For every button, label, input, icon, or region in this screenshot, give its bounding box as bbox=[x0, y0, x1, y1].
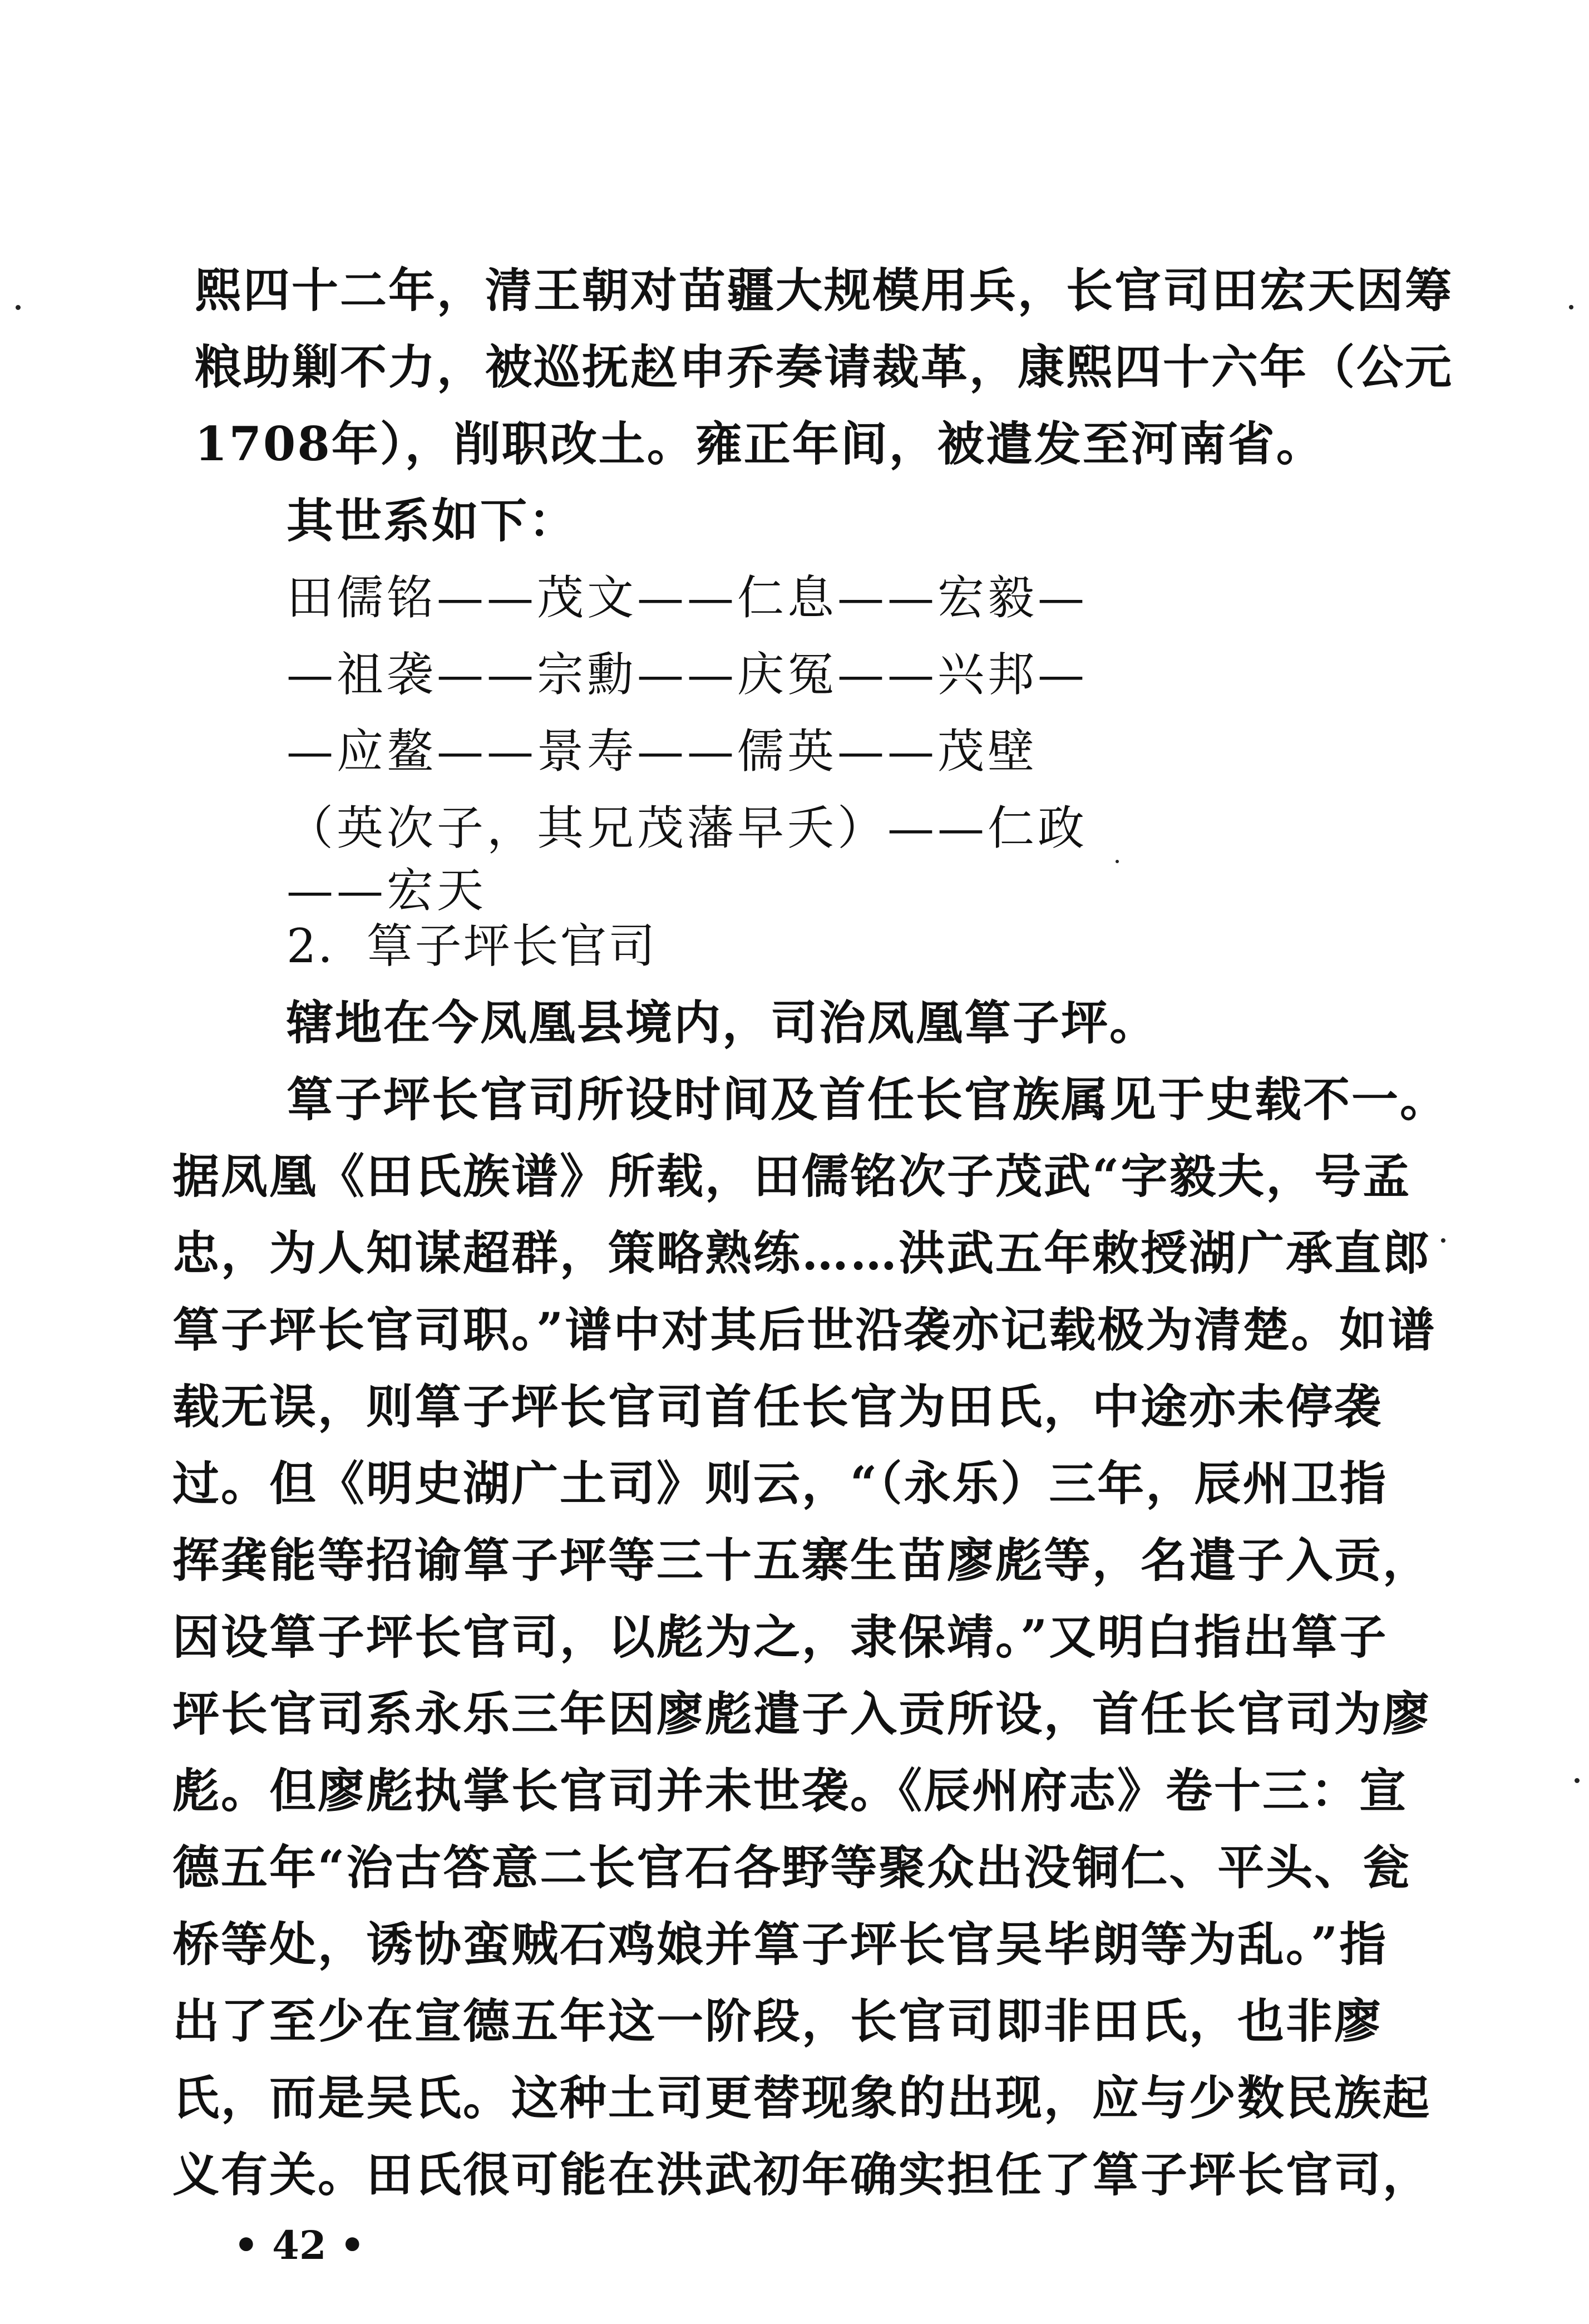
body-line-1: 辖地在今凤凰县境内，司治凤凰筸子坪。 bbox=[287, 995, 1158, 1050]
body-line-4: 忠，为人知谋超群，策略熟练……洪武五年敕授湖广承直郎 bbox=[172, 1225, 1432, 1281]
body-line-6: 载无误，则筸子坪长官司首任长官为田氏，中途亦未停袭 bbox=[172, 1379, 1383, 1434]
lineage-line-3: —应鳌——景寿——儒英——茂壁 bbox=[287, 724, 1038, 779]
section-title: 2．筸子坪长官司 bbox=[287, 919, 657, 973]
body-line-3: 据凤凰《田氏族谱》所载，田儒铭次子茂武“字毅夫，号孟 bbox=[172, 1149, 1412, 1204]
body-line-14: 出了至少在宣德五年这一阶段，长官司即非田氏，也非廖 bbox=[172, 1993, 1383, 2049]
page-number: • 42 • bbox=[234, 2222, 365, 2268]
body-line-8: 挥龚能等招谕筸子坪等三十五寨生苗廖彪等，名遣子入贡， bbox=[172, 1533, 1432, 1588]
lineage-line-5: ——宏天 bbox=[287, 863, 487, 918]
scan-speck bbox=[1441, 1238, 1445, 1243]
body-line-2: 筸子坪长官司所设时间及首任长官族属见于史载不一。 bbox=[287, 1072, 1449, 1127]
body-line-13: 桥等处，诱协蛮贼石鸡娘并筸子坪长官吴毕朗等为乱。”指 bbox=[172, 1917, 1388, 1972]
scan-speck bbox=[1569, 305, 1573, 309]
body-line-7: 过。但《明史湖广土司》则云，“（永乐）三年，辰州卫指 bbox=[172, 1456, 1388, 1511]
body-line-15: 氏，而是吴氏。这种土司更替现象的出现，应与少数民族起 bbox=[172, 2070, 1432, 2125]
body-line-12: 德五年“治古答意二长官石各野等聚众出没铜仁、平头、瓮 bbox=[172, 1840, 1412, 1895]
body-line-10: 坪长官司系永乐三年因廖彪遣子入贡所设，首任长官司为廖 bbox=[172, 1686, 1432, 1741]
intro-line-2: 粮助剿不力，被巡抚赵申乔奏请裁革，康熙四十六年（公元 bbox=[195, 339, 1454, 395]
scan-speck bbox=[1575, 1778, 1580, 1783]
intro-line-3: 1708年），削职改土。雍正年间，被遣发至河南省。 bbox=[195, 416, 1325, 471]
body-line-16: 义有关。田氏很可能在洪武初年确实担任了筸子坪长官司， bbox=[172, 2147, 1432, 2202]
body-line-5: 筸子坪长官司职。”谱中对其后世沿袭亦记载极为清楚。如谱 bbox=[172, 1302, 1437, 1357]
body-line-9: 因设筸子坪长官司，以彪为之，隶保靖。”又明白指出筸子 bbox=[172, 1609, 1388, 1665]
body-line-11: 彪。但廖彪执掌长官司并未世袭。《辰州府志》卷十三：宣 bbox=[172, 1763, 1408, 1818]
scan-speck bbox=[16, 305, 21, 310]
lineage-heading: 其世系如下： bbox=[287, 493, 578, 548]
lineage-line-1: 田儒铭——茂文——仁息——宏毅— bbox=[287, 570, 1088, 625]
intro-line-1: 熙四十二年，清王朝对苗疆大规模用兵，长官司田宏天因筹 bbox=[195, 263, 1454, 318]
scan-speck bbox=[1116, 860, 1119, 863]
lineage-line-2: —祖袭——宗勳——庆冤——兴邦— bbox=[287, 647, 1088, 702]
lineage-line-4: （英次子，其兄茂藩早夭）——仁政 bbox=[287, 801, 1088, 855]
